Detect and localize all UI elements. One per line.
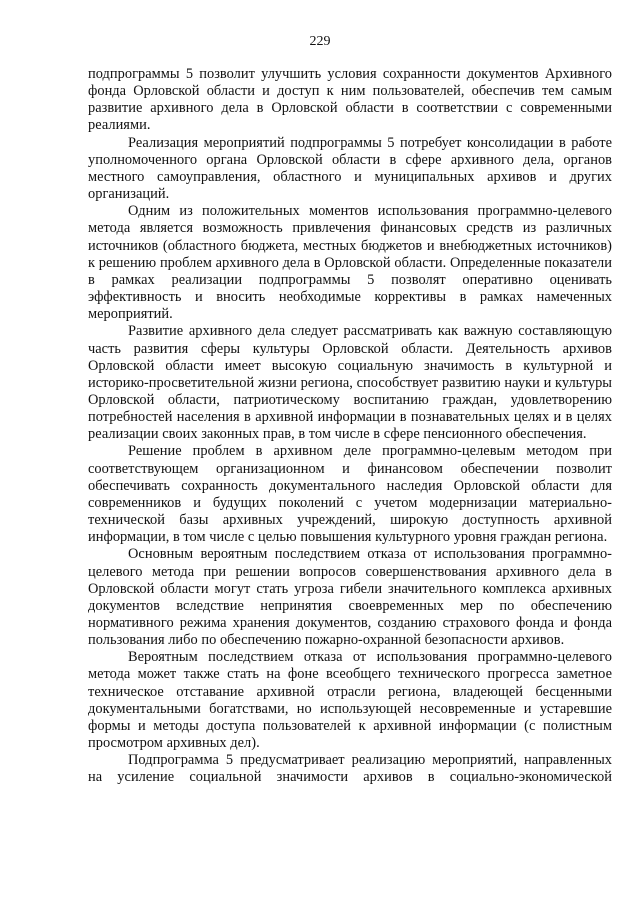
paragraph-7: Вероятным последствием отказа от использования программно-целевого метода может также стать на фоне всеобщего технического прогресса заметное техническое отставание архивной отрасли региона, владеющей бесценными документальными богатствами, но использующей несовременные и устаревшие формы и методы доступа пользователей к архивной информации (с полистным просмотром архивных дел). [88,649,612,752]
paragraph-5: Решение проблем в архивном деле программно-целевым методом при соответствующем организационном и финансовом обеспечении позволит обеспечивать сохранность документального наследия Орловской области для современников и будущих поколений с учетом модернизации материально-технической базы архивных учреждений, широкую доступность архивной информации, в том числе с целью повышения культурного уровня граждан региона. [88,443,612,546]
paragraph-2: Реализация мероприятий подпрограммы 5 потребует консолидации в работе уполномоченного органа Орловской области в сфере архивного дела, органов местного самоуправления, областного и муниципальных архивов и других организаций. [88,134,612,203]
paragraph-4: Развитие архивного дела следует рассматривать как важную составляющую часть развития сферы культуры Орловской области. Деятельность архивов Орловской области имеет высокую социальную значимость в культурной и историко-просветительной жизни региона, способствует развитию науки и культуры Орловской области, патриотическому воспитанию граждан, удовлетворению потребностей населения в архивной информации в познавательных целях и в целях реализации своих законных прав, в том числе в сфере пенсионного обеспечения. [88,323,612,443]
page-number: 229 [309,34,331,49]
paragraph-3: Одним из положительных моментов использования программно-целевого метода является возможность привлечения финансовых средств из различных источников (областного бюджета, местных бюджетов и внебюджетных источников) к решению проблем архивного дела в Орловской области. Определенные показатели в рамках реализации подпрограммы 5 позволят оперативно оценивать эффективность и вносить необходимые коррективы в рамках намеченных мероприятий. [88,203,612,323]
paragraph-6: Основным вероятным последствием отказа от использования программно-целевого метода при решении вопросов совершенствования архивного дела в Орловской области могут стать угроза гибели значительного комплекса архивных документов вследствие непринятия своевременных мер по обеспечению нормативного режима хранения документов, созданию страхового фонда и фонда пользования либо по обеспечению пожарно-охранной безопасности архивов. [88,546,612,649]
document-body [88,66,612,787]
paragraph-1: подпрограммы 5 позволит улучшить условия сохранности документов Архивного фонда Орловской области и доступ к ним пользователей, обеспечив тем самым развитие архивного дела в Орловской области в соответствии с современными реалиями. [88,66,612,134]
paragraph-8: Подпрограмма 5 предусматривает реализацию мероприятий, направленных на усиление социальной значимости архивов в социально-экономической [88,752,612,786]
